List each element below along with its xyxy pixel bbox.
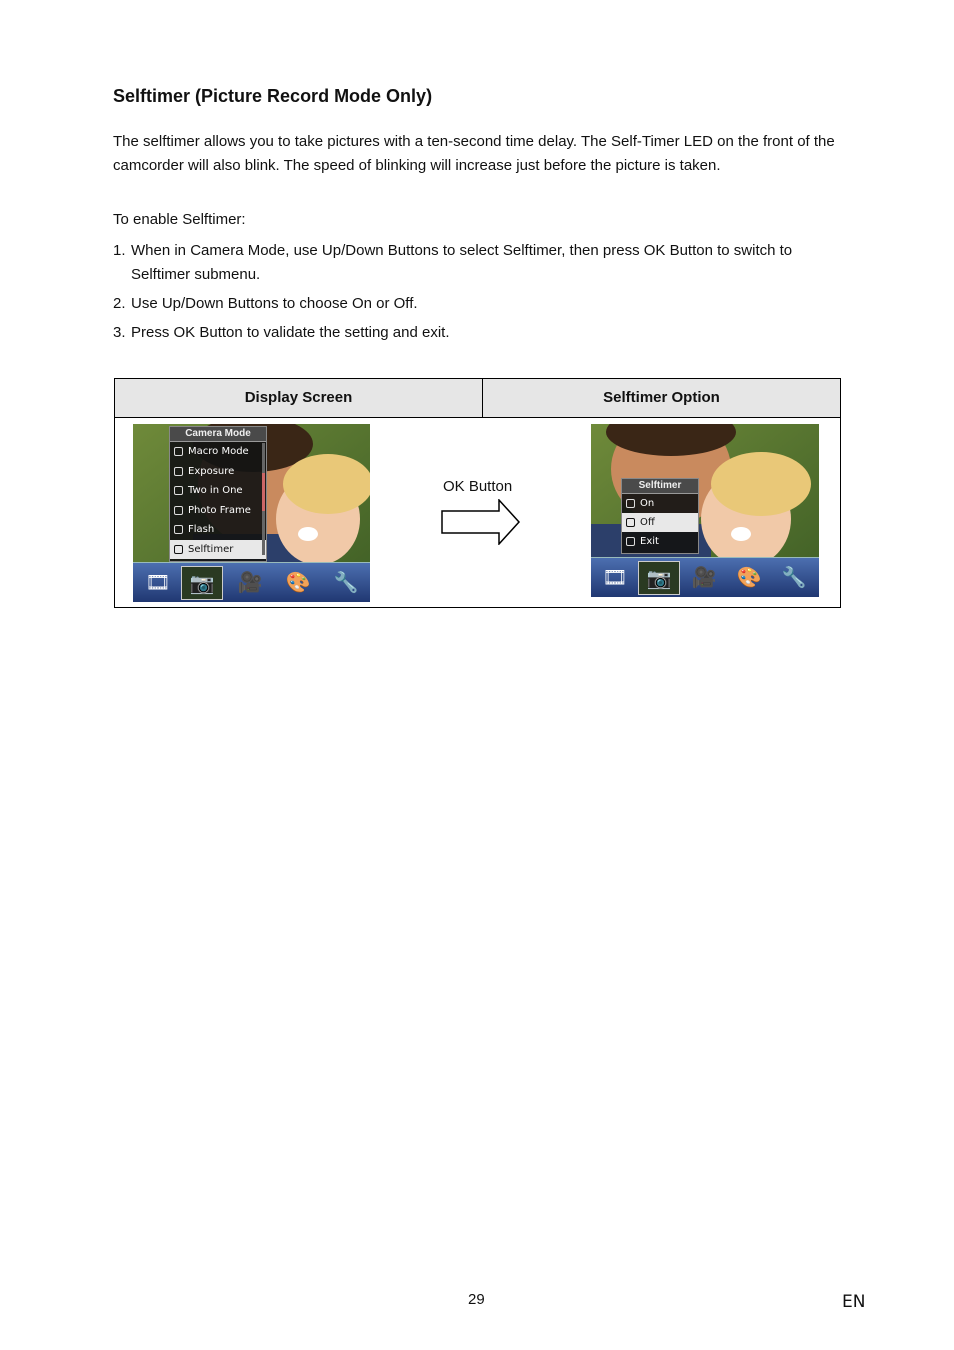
right-arrow-icon [441, 499, 521, 545]
menu-item-exposure[interactable] [170, 462, 266, 482]
camera-mode-menu [169, 426, 267, 562]
menu-item-icon [174, 486, 183, 495]
screens-table [114, 378, 841, 608]
menu-title: Selftimer [622, 479, 698, 494]
instructions-intro: To enable Selftimer: [113, 211, 246, 228]
menu-item-selftimer[interactable] [170, 540, 266, 560]
ok-button-label: OK Button [443, 478, 513, 495]
menu-item-photo-frame[interactable] [170, 501, 266, 521]
tools-icon: 🔧 [781, 567, 807, 589]
menu-item-flash[interactable] [170, 520, 266, 540]
menu-item-two-in-one[interactable] [170, 481, 266, 501]
table-header [115, 379, 840, 418]
menu-item-label: Off [640, 517, 655, 528]
menu-item-icon [174, 447, 183, 456]
step-item: 2. Use Up/Down Buttons to choose On or Off. [113, 295, 418, 312]
video-camera-icon: 🎥 [237, 572, 263, 594]
menu-item-icon [626, 518, 635, 527]
instruction-steps [113, 239, 853, 350]
language-code: EN [842, 1292, 866, 1312]
menu-item-icon [174, 525, 183, 534]
palette-icon: 🎨 [736, 567, 762, 589]
menu-scrollbar [262, 443, 265, 555]
menu-item-on[interactable] [622, 494, 698, 513]
selftimer-option-screen [591, 424, 819, 597]
menu-item-icon [626, 499, 635, 508]
menu-item-icon [174, 506, 183, 515]
mode-toolbar [591, 557, 819, 597]
menu-item-macro-mode[interactable] [170, 442, 266, 462]
menu-item-label: Exposure [188, 465, 235, 477]
video-camera-icon: 🎥 [691, 567, 717, 589]
menu-title: Camera Mode [170, 427, 266, 442]
menu-item-label: On [640, 498, 655, 509]
menu-item-label: Exit [640, 536, 659, 547]
header-display-screen: Display Screen [115, 379, 483, 417]
palette-icon: 🎨 [285, 572, 311, 594]
selftimer-menu [621, 478, 699, 554]
menu-item-exit[interactable] [622, 532, 698, 551]
tools-icon: 🔧 [333, 572, 359, 594]
mode-toolbar [133, 562, 370, 602]
film-reel-icon: 🎞 [145, 572, 171, 594]
page-number: 29 [468, 1291, 485, 1308]
menu-item-icon [626, 537, 635, 546]
menu-item-label: Flash [188, 524, 215, 535]
description-paragraph: The selftimer allows you to take pictures with a ten-second time delay. The Self-Timer LED on the front of the camcorder will also blink. The speed of blinking will increase just before the picture is taken. [113, 133, 835, 174]
menu-item-label: Two in One [188, 485, 243, 496]
camera-icon: 📷 [638, 561, 680, 595]
menu-item-icon [174, 467, 183, 476]
header-selftimer-option: Selftimer Option [603, 389, 720, 406]
menu-item-icon [174, 545, 183, 554]
display-screen-camera-mode [133, 424, 370, 602]
step-item: 3. Press OK Button to validate the setting and exit. [113, 324, 450, 341]
film-reel-icon: 🎞 [602, 567, 628, 589]
step-item: 1. When in Camera Mode, use Up/Down Buttons to select Selftimer, then press OK Button to switch to Selftimer submenu. [113, 242, 793, 283]
camera-icon: 📷 [181, 566, 223, 600]
menu-item-label: Photo Frame [188, 504, 251, 516]
menu-item-label: Macro Mode [188, 446, 249, 457]
menu-item-label: Selftimer [188, 543, 234, 555]
menu-item-off[interactable] [622, 513, 698, 532]
section-heading: Selftimer (Picture Record Mode Only) [113, 86, 433, 106]
